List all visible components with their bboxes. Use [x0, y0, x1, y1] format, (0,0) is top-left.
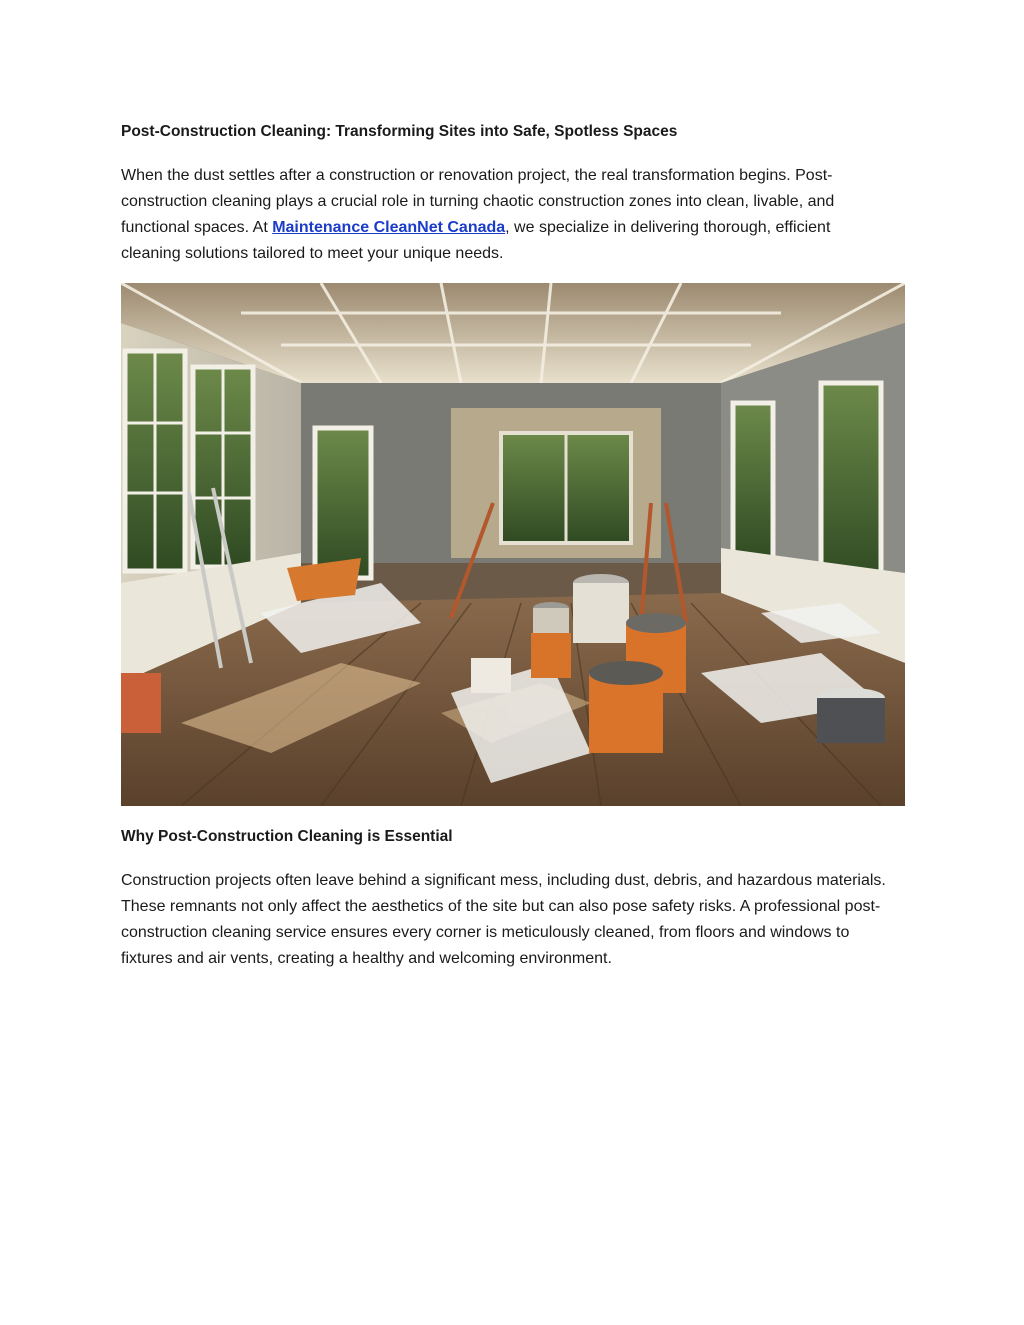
section-heading: Why Post-Construction Cleaning is Essential: [121, 828, 453, 845]
article-title: Post-Construction Cleaning: Transforming Sites into Safe, Spotless Spaces: [121, 123, 678, 140]
renovated-room-photo: [121, 283, 905, 806]
intro-text-before-link: When the dust settles after a construction or renovation project, the real transformation begins. Post-construction cleaning plays a crucial role in turning chaotic construction zones into clean, livable, and functional spaces. At: [121, 167, 835, 236]
section-paragraph: Construction projects often leave behind a significant mess, including dust, debris, and hazardous materials. These remnants not only affect the aesthetics of the site but can also pose safety risks. A professional post-construction cleaning service ensures every corner is meticulously cleaned, from floors and windows to fixtures and air vents, creating a healthy and welcoming environment.: [121, 872, 886, 967]
intro-paragraph: [121, 163, 891, 267]
maintenance-cleannet-canada-link[interactable]: Maintenance CleanNet Canada: [272, 219, 506, 236]
intro-text-after-link: , we specialize in delivering thorough, efficient cleaning solutions tailored to meet your unique needs.: [121, 219, 831, 262]
